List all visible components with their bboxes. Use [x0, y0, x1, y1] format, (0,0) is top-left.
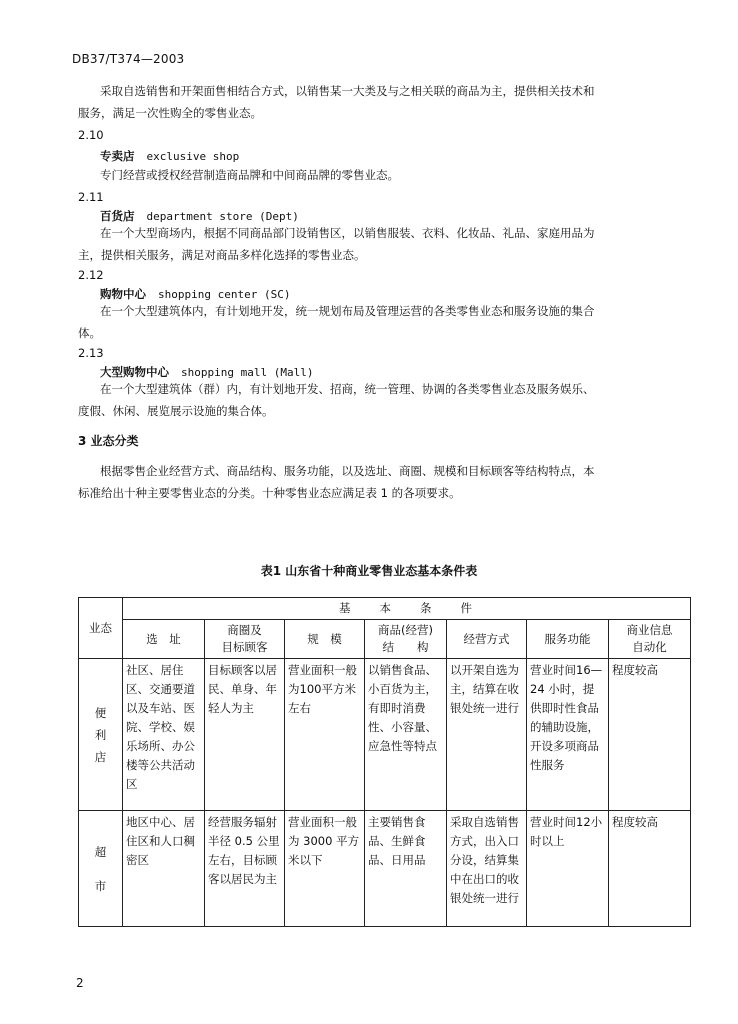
- intro-paragraph: [78, 80, 678, 124]
- column-header-product-structure: 商品(经营) 结 构: [365, 620, 447, 659]
- term-2-10: [100, 148, 239, 164]
- table-cell: 社区、居住区、交通要道以及车站、医院、学校、娱乐场所、办公楼等公共活动区: [123, 659, 205, 811]
- table-cell: 以销售食品、小百货为主，有即时消费性、小容量、应急性等特点: [365, 659, 447, 811]
- term-cn: 专卖店: [100, 149, 135, 163]
- table-row: [79, 659, 691, 811]
- term-en: department store (Dept): [146, 210, 299, 223]
- group-header-basic-conditions: 基 本 条 件: [123, 598, 691, 620]
- section-3-line-2: 标准给出十种主要零售业态的分类。十种零售业态应满足表 1 的各项要求。: [78, 486, 461, 500]
- table-cell: 主要销售食品、生鲜食品、日用品: [365, 811, 447, 927]
- row-label-supermarket: 超市: [79, 811, 123, 927]
- table-cell: 以开架自选为主，结算在收银处统一进行: [447, 659, 527, 811]
- intro-line-1: 采取自选销售和开架面售相结合方式，以销售某一大类及与之相关联的商品为主，提供相关技术和: [100, 84, 595, 98]
- definition-line-2: 度假、休闲、展览展示设施的集合体。: [78, 404, 274, 418]
- term-cn: 大型购物中心: [100, 365, 169, 379]
- table-cell: 程度较高: [609, 811, 691, 927]
- table-cell: 营业时间12小时以上: [527, 811, 609, 927]
- definition-2-10: 专门经营或授权经营制造商品牌和中间商品牌的零售业态。: [100, 168, 399, 182]
- table-cell: 营业面积一般为100平方米左右: [285, 659, 365, 811]
- table-header-row-2: [79, 620, 691, 659]
- row-label-convenience-store: 便利店: [79, 659, 123, 811]
- document-code-header: DB37/T374—2003: [72, 52, 185, 66]
- definition-2-12: [78, 300, 678, 344]
- table-cell: 经营服务辐射半径 0.5 公里左右，目标顾客以居民为主: [205, 811, 285, 927]
- definition-line-2: 体。: [78, 326, 101, 340]
- clause-number-2-11: 2.11: [78, 190, 104, 204]
- column-header-trade-area: 商圈及 目标顾客: [205, 620, 285, 659]
- column-header-location: 选 址: [123, 620, 205, 659]
- table-cell: 营业时间16—24 小时，提供即时性食品的辅助设施，开设多项商品性服务: [527, 659, 609, 811]
- column-header-service-function: 服务功能: [527, 620, 609, 659]
- term-en: shopping center (SC): [158, 288, 291, 301]
- definition-line-1: 在一个大型建筑体内，有计划地开发，统一规划布局及管理运营的各类零售业态和服务设施的集合: [100, 304, 595, 318]
- table-cell: 采取自选销售方式，出入口分设，结算集中在出口的收银处统一进行: [447, 811, 527, 927]
- definition-line-1: 在一个大型商场内，根据不同商品部门设销售区，以销售服装、衣料、化妆品、礼品、家庭用品为: [100, 226, 595, 240]
- definition-line-1: 在一个大型建筑体（群）内，有计划地开发、招商，统一管理、协调的各类零售业态及服务娱乐、: [100, 382, 595, 396]
- page-number: 2: [76, 976, 84, 990]
- section-3-line-1: 根据零售企业经营方式、商品结构、服务功能，以及选址、商圈、规模和目标顾客等结构特点，本: [100, 464, 595, 478]
- definition-2-13: [78, 378, 678, 422]
- table-cell: 程度较高: [609, 659, 691, 811]
- term-cn: 百货店: [100, 209, 135, 223]
- definition-line-2: 主，提供相关服务，满足对商品多样化选择的零售业态。: [78, 248, 366, 262]
- section-3-body: [78, 460, 678, 504]
- column-header-yetai: 业态: [79, 598, 123, 659]
- clause-number-2-13: 2.13: [78, 346, 104, 360]
- table-cell: 营业面积一般为 3000 平方米以下: [285, 811, 365, 927]
- definition-2-11: [78, 222, 678, 266]
- table-row: [79, 811, 691, 927]
- term-en: shopping mall (Mall): [181, 366, 314, 379]
- column-header-scale: 规 模: [285, 620, 365, 659]
- intro-line-2: 服务，满足一次性购全的零售业态。: [78, 106, 262, 120]
- clause-number-2-12: 2.12: [78, 268, 104, 282]
- table-cell: 地区中心、居住区和人口稠密区: [123, 811, 205, 927]
- table-header-row-1: [79, 598, 691, 620]
- column-header-business-mode: 经营方式: [447, 620, 527, 659]
- section-3-heading: 3 业态分类: [78, 434, 139, 448]
- clause-number-2-10: 2.10: [78, 128, 104, 142]
- term-cn: 购物中心: [100, 287, 146, 301]
- term-en: exclusive shop: [146, 150, 240, 163]
- table-cell: 目标顾客以居民、单身、年轻人为主: [205, 659, 285, 811]
- retail-format-table: [78, 597, 691, 927]
- table-caption: 表1 山东省十种商业零售业态基本条件表: [260, 564, 478, 578]
- column-header-automation: 商业信息 自动化: [609, 620, 691, 659]
